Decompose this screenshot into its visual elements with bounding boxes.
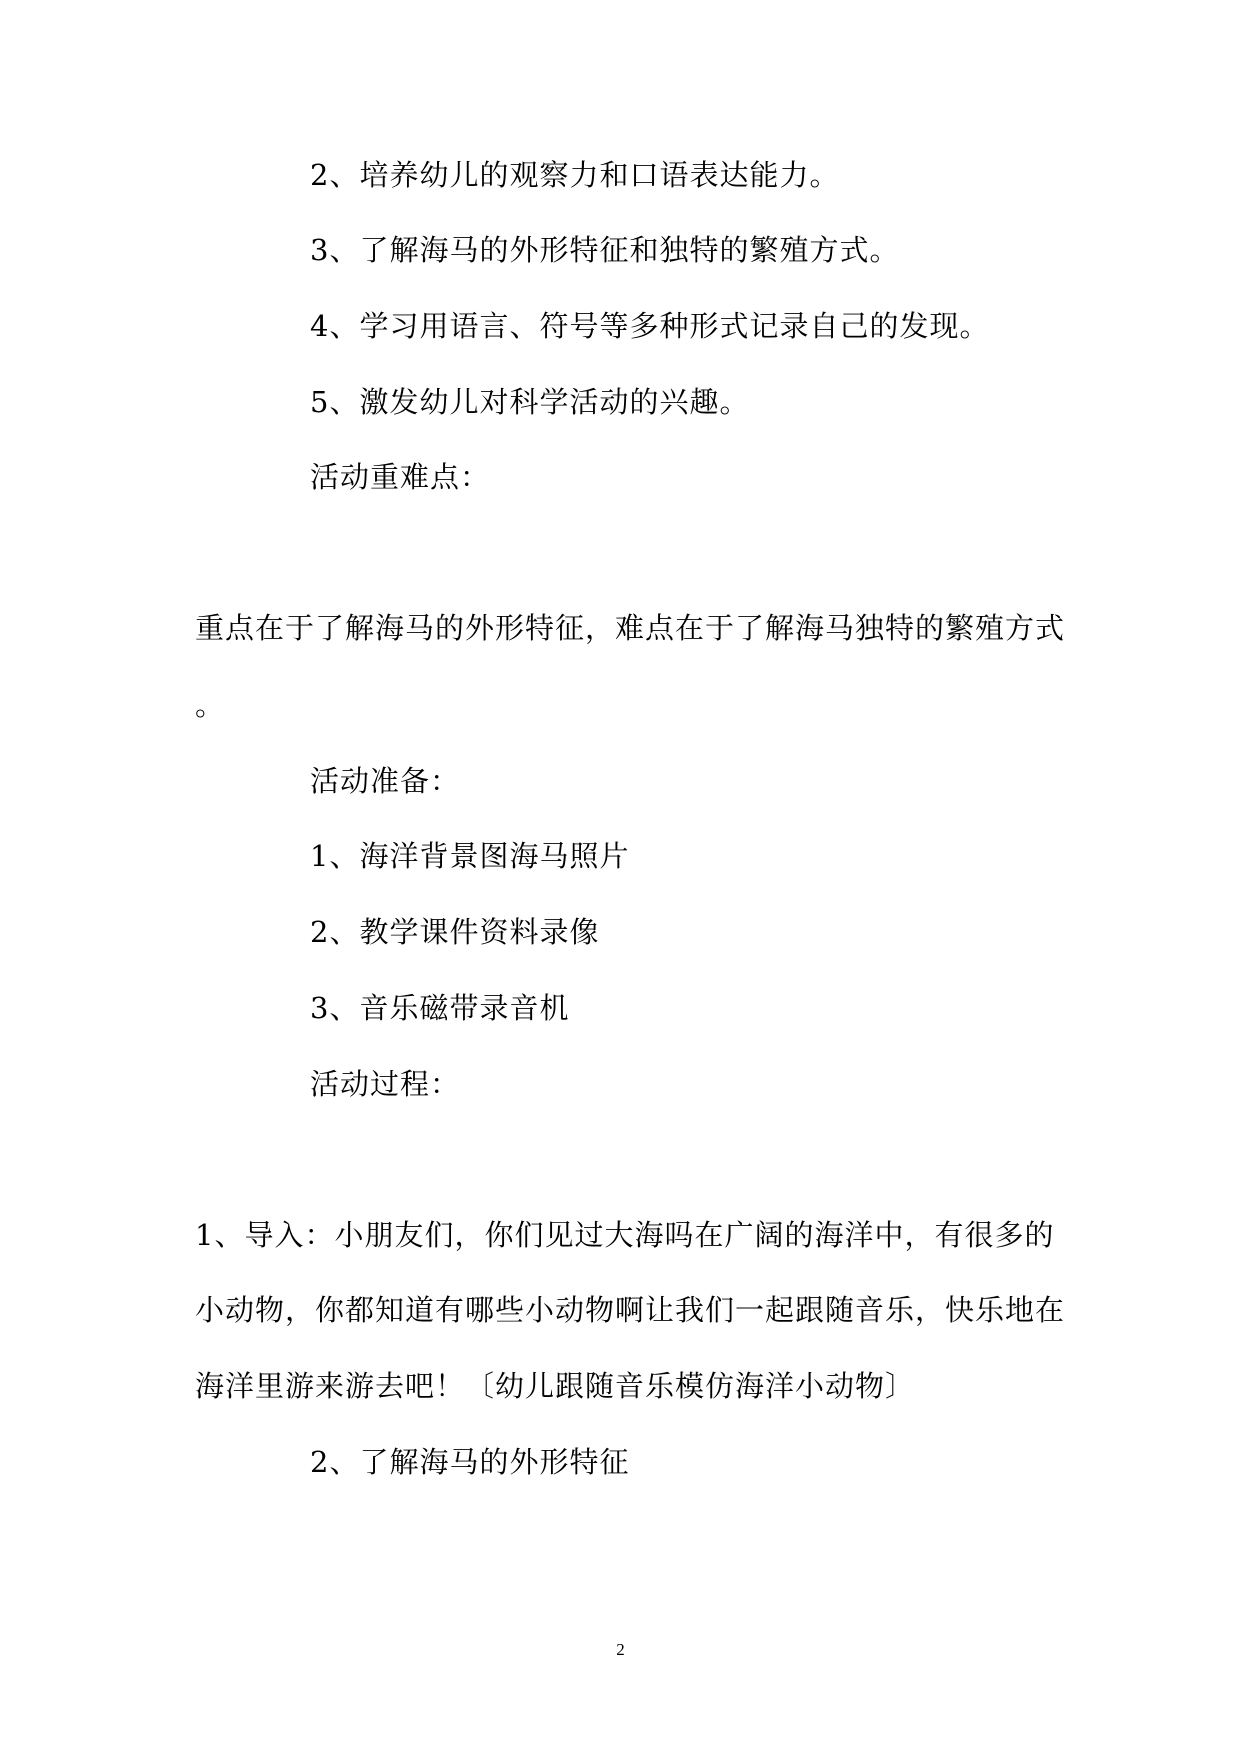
objective-5: 5、激发幼儿对科学活动的兴趣。 xyxy=(310,385,750,419)
key-points-heading: 活动重难点： xyxy=(310,460,491,494)
objective-2: 2、培养幼儿的观察力和口语表达能力。 xyxy=(310,158,840,192)
preparation-heading: 活动准备： xyxy=(310,764,461,798)
process-step2: 2、了解海马的外形特征 xyxy=(310,1445,630,1479)
key-points-text-line2: 。 xyxy=(195,688,226,722)
process-step1-line1: 1、导入：小朋友们，你们见过大海吗在广阔的海洋中，有很多的 xyxy=(195,1218,1055,1252)
preparation-item-3: 3、音乐磁带录音机 xyxy=(310,991,570,1025)
process-heading: 活动过程： xyxy=(310,1067,461,1101)
process-step1-line3: 海洋里游来游去吧！〔幼儿跟随音乐模仿海洋小动物〕 xyxy=(195,1369,916,1403)
objective-4: 4、学习用语言、符号等多种形式记录自己的发现。 xyxy=(310,309,990,343)
preparation-item-2: 2、教学课件资料录像 xyxy=(310,915,600,949)
key-points-text-line1: 重点在于了解海马的外形特征，难点在于了解海马独特的繁殖方式 xyxy=(195,611,1066,645)
process-step1-line2: 小动物，你都知道有哪些小动物啊让我们一起跟随音乐，快乐地在 xyxy=(195,1293,1066,1327)
objective-3: 3、了解海马的外形特征和独特的繁殖方式。 xyxy=(310,233,900,267)
page-number: 2 xyxy=(616,1640,625,1659)
preparation-item-1: 1、海洋背景图海马照片 xyxy=(310,839,630,873)
